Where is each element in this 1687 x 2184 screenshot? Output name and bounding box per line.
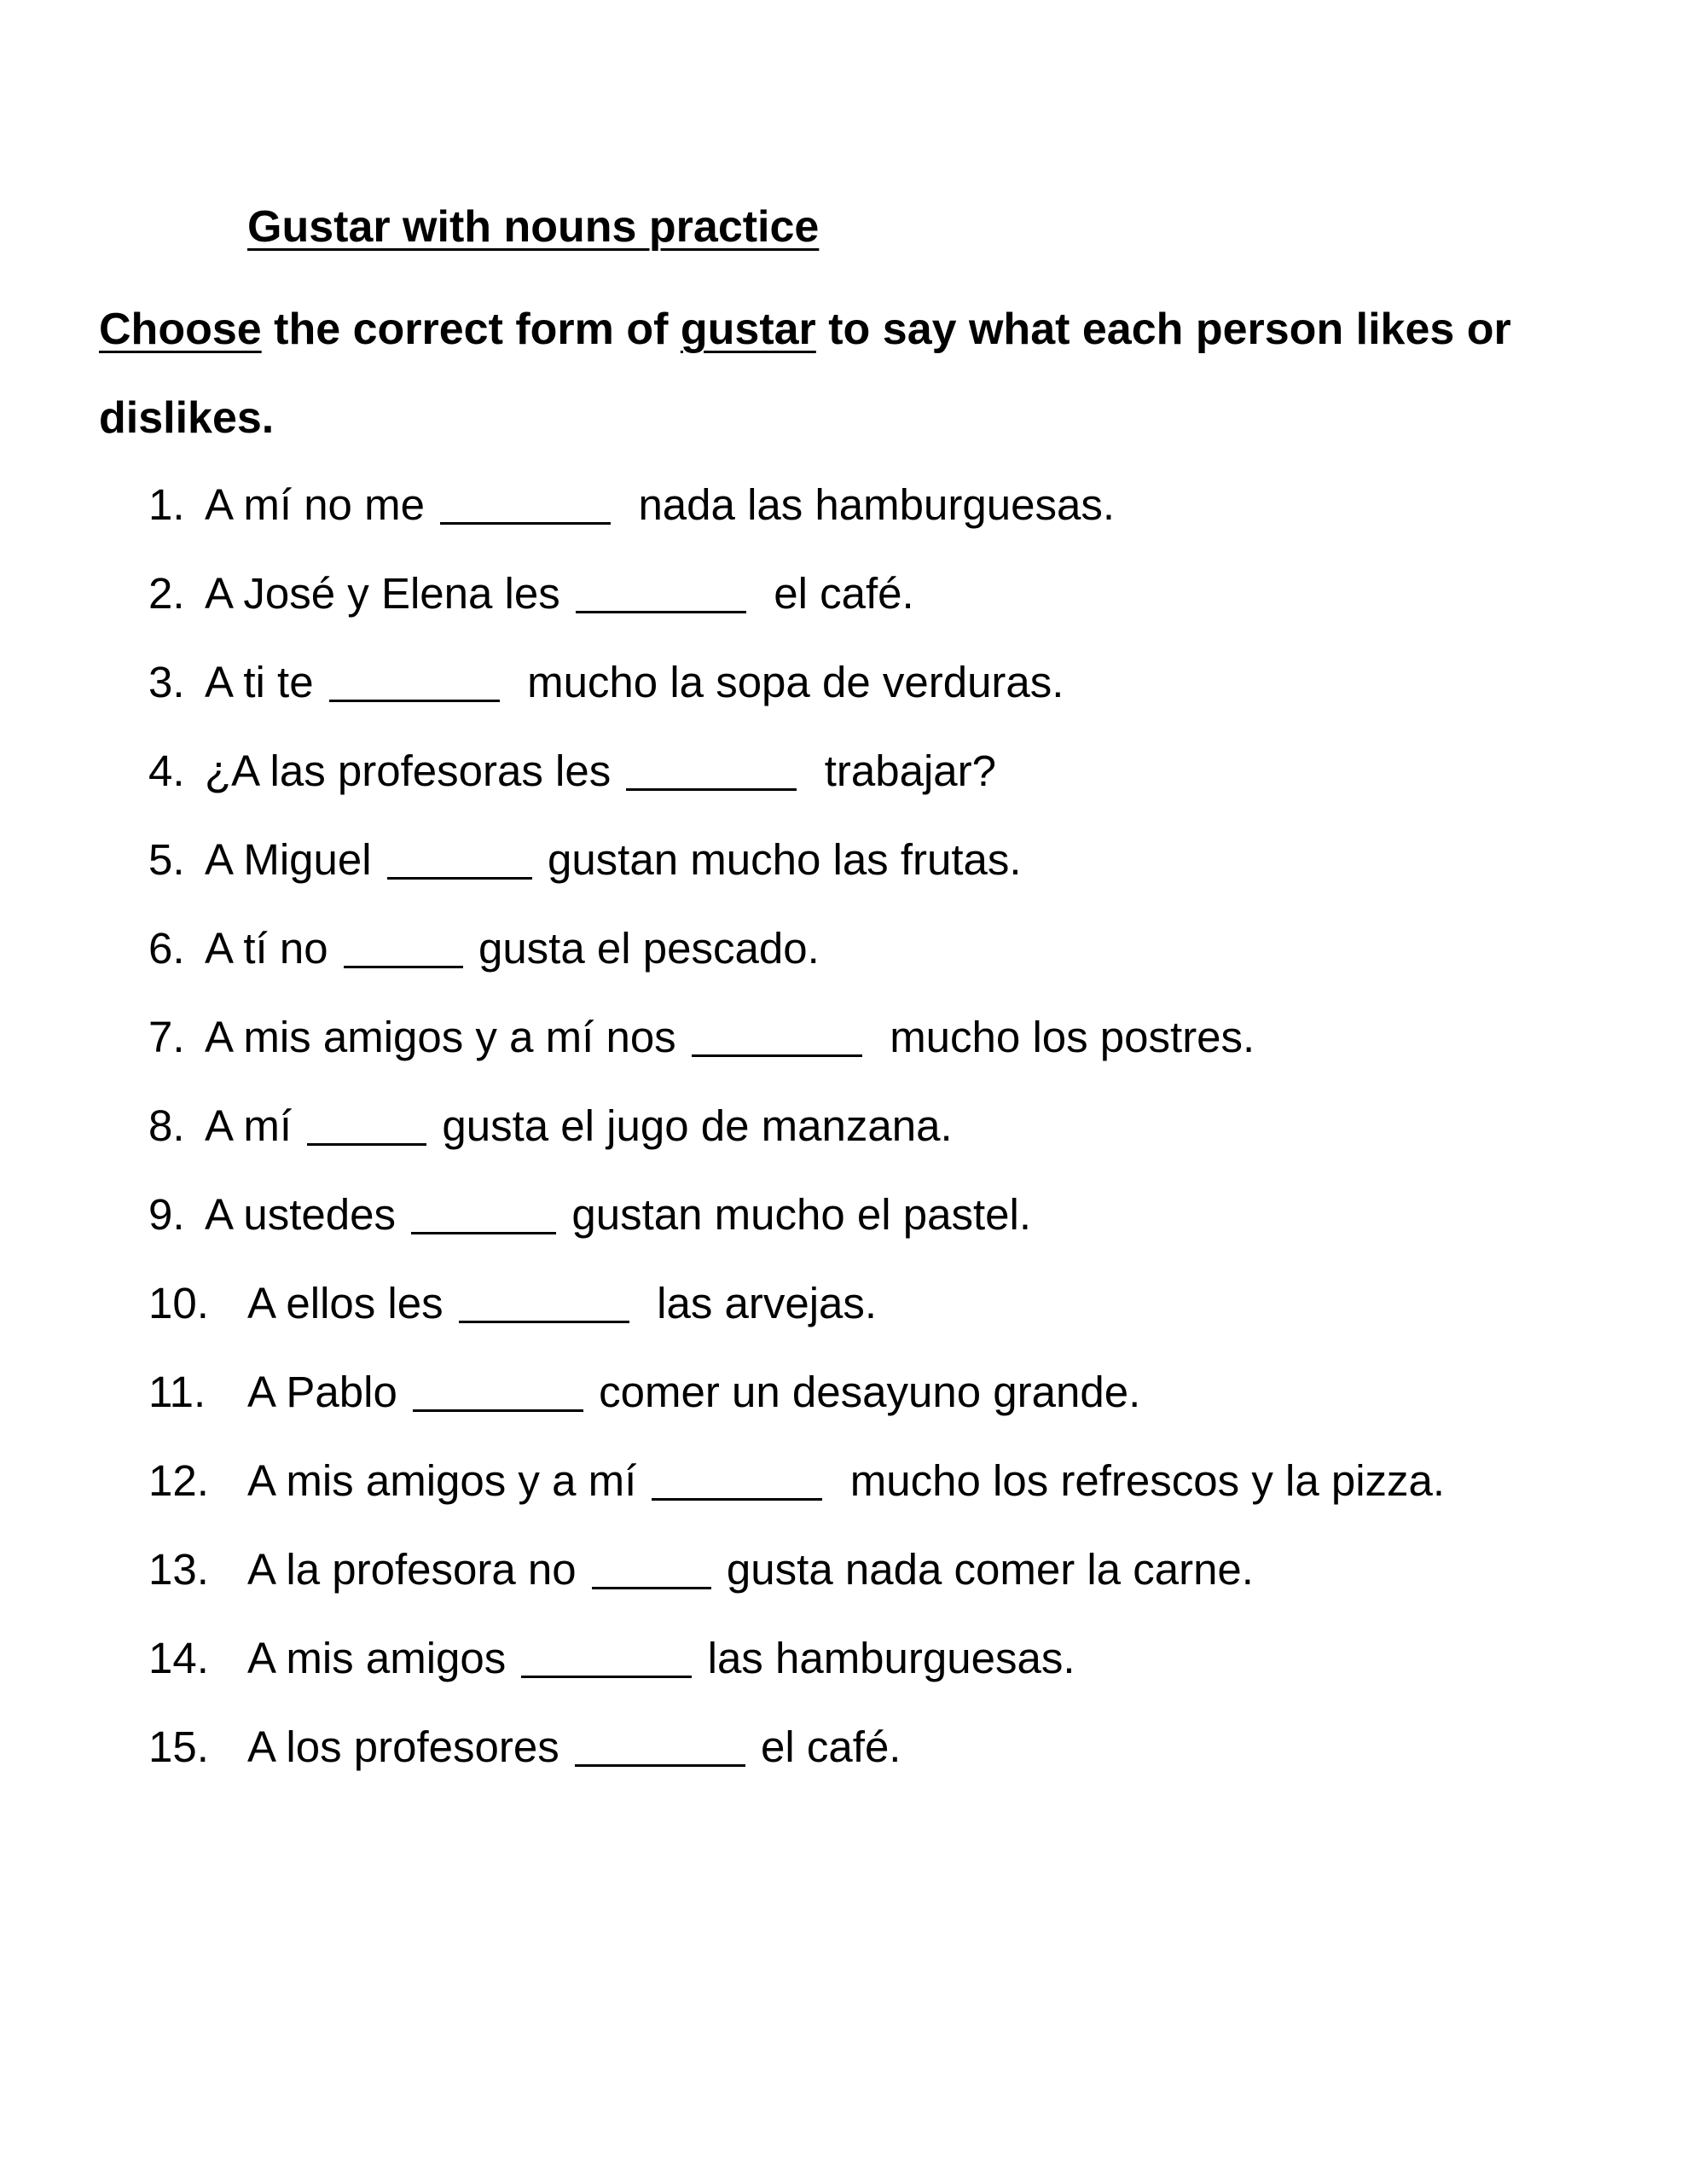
answer-blank — [459, 1277, 629, 1323]
question-7 — [148, 993, 1649, 1082]
answer-blank — [440, 479, 611, 525]
question-text-after: el café. — [748, 1722, 901, 1771]
question-text-after: gustan mucho el pastel. — [559, 1190, 1032, 1239]
question-1 — [148, 461, 1649, 549]
question-text-after: las arvejas. — [632, 1279, 878, 1327]
question-text-after: gustan mucho las frutas. — [535, 835, 1022, 884]
question-text-after: gusta el pescado. — [466, 924, 820, 973]
question-text-before: A ellos les — [247, 1279, 455, 1327]
question-text-before: A mis amigos — [247, 1634, 519, 1682]
answer-blank — [652, 1455, 822, 1501]
instructions-text-2: to say what each person likes or dislikes. — [99, 305, 1511, 443]
question-text-before: A ustedes — [205, 1190, 409, 1239]
question-3 — [148, 638, 1649, 727]
question-text-after: gusta el jugo de manzana. — [430, 1101, 953, 1150]
answer-blank — [626, 745, 797, 791]
question-number: 3. — [148, 658, 185, 706]
answer-blank — [344, 922, 463, 968]
question-text-after: las hamburguesas. — [695, 1634, 1075, 1682]
question-text-before: A Pablo — [247, 1368, 409, 1416]
question-12 — [148, 1437, 1649, 1525]
question-text-before: A ti te — [205, 658, 326, 706]
instructions — [99, 285, 1566, 462]
question-number: 8. — [148, 1101, 185, 1150]
question-11 — [148, 1348, 1649, 1437]
question-number: 11. — [148, 1368, 206, 1416]
question-text-before: A los profesores — [247, 1722, 571, 1771]
question-text-after: mucho los postres. — [865, 1013, 1255, 1061]
answer-blank — [521, 1632, 692, 1678]
question-text-after: mucho los refrescos y la pizza. — [826, 1456, 1446, 1505]
question-text-before: A Miguel — [205, 835, 384, 884]
question-text-before: A mis amigos y a mí — [247, 1456, 649, 1505]
answer-blank — [576, 567, 746, 613]
question-number: 2. — [148, 569, 185, 618]
question-text-before: A mí no me — [205, 480, 438, 529]
answer-blank — [329, 656, 500, 702]
question-number: 9. — [148, 1190, 185, 1239]
question-text-after: gusta nada comer la carne. — [714, 1545, 1254, 1594]
question-8 — [148, 1082, 1649, 1170]
question-text-after: el café. — [749, 569, 914, 618]
answer-blank — [387, 834, 532, 880]
question-4 — [148, 727, 1649, 816]
question-text-before: A José y Elena les — [205, 569, 572, 618]
instructions-choose: Choose — [99, 305, 262, 354]
question-number: 15. — [148, 1722, 209, 1771]
question-number: 4. — [148, 746, 185, 795]
answer-blank — [307, 1100, 426, 1146]
question-text-after: mucho la sopa de verduras. — [502, 658, 1064, 706]
question-text-after: comer un desayuno grande. — [586, 1368, 1141, 1416]
question-number: 12. — [148, 1456, 209, 1505]
question-text-after: trabajar? — [800, 746, 997, 795]
question-2 — [148, 549, 1649, 638]
question-5 — [148, 816, 1649, 904]
answer-blank — [592, 1543, 711, 1589]
question-number: 10. — [148, 1279, 209, 1327]
answer-blank — [692, 1011, 862, 1057]
question-text-before: A mí — [205, 1101, 304, 1150]
question-list — [148, 461, 1649, 1792]
instructions-text-1: the correct form of — [261, 305, 681, 354]
answer-blank — [575, 1721, 745, 1767]
instructions-gustar: gustar — [680, 305, 816, 354]
question-14 — [148, 1614, 1649, 1703]
question-number: 6. — [148, 924, 185, 973]
question-text-before: ¿A las profesoras les — [205, 746, 623, 795]
question-10 — [148, 1259, 1649, 1348]
question-text-before: A mis amigos y a mí nos — [205, 1013, 688, 1061]
question-13 — [148, 1525, 1649, 1614]
question-15 — [148, 1703, 1649, 1792]
question-number: 14. — [148, 1634, 209, 1682]
question-9 — [148, 1170, 1649, 1259]
page-title: Gustar with nouns practice — [247, 202, 820, 252]
answer-blank — [413, 1366, 583, 1412]
question-text-before: A la profesora no — [247, 1545, 588, 1594]
question-text-after: nada las hamburguesas. — [614, 480, 1115, 529]
question-number: 7. — [148, 1013, 185, 1061]
question-number: 13. — [148, 1545, 209, 1594]
question-text-before: A tí no — [205, 924, 340, 973]
question-6 — [148, 904, 1649, 993]
question-number: 1. — [148, 480, 185, 529]
question-number: 5. — [148, 835, 185, 884]
answer-blank — [411, 1188, 556, 1234]
